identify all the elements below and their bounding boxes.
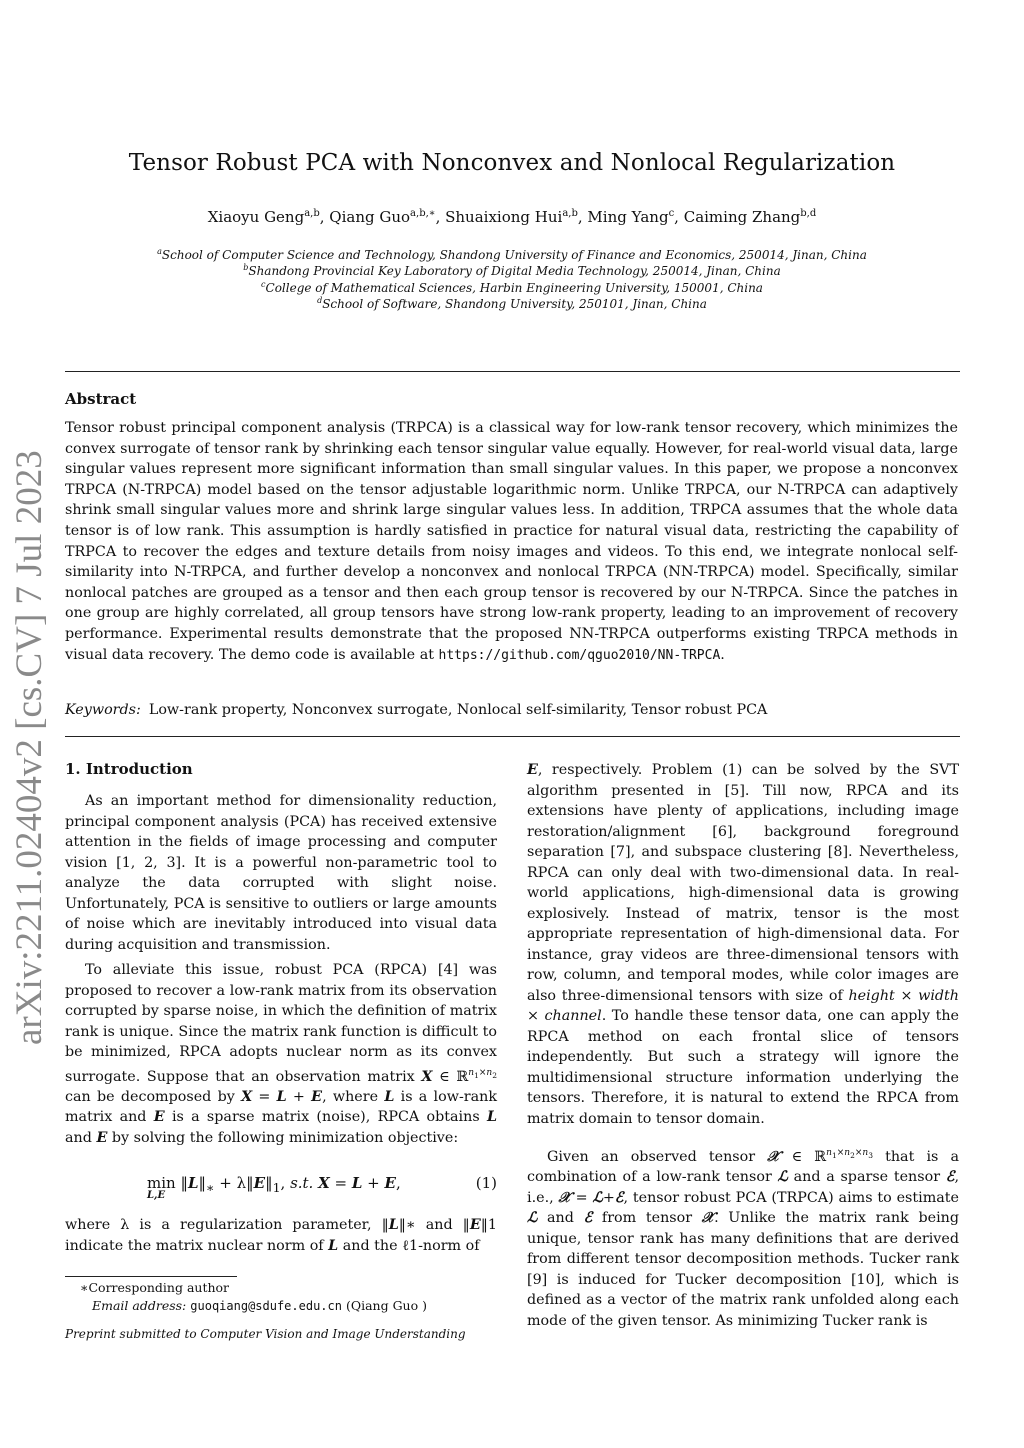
keywords: Keywords: Low-rank property, Nonconvex surrogate, Nonlocal self-similarity, Tensor robust PCA [65, 702, 768, 718]
abstract-heading: Abstract [65, 390, 137, 408]
author: Ming Yang$^c$, [587, 208, 684, 226]
footnote-corresponding: ∗Corresponding author [80, 1280, 230, 1295]
author: Shuaixiong Hui$^{a,b}$, [445, 208, 588, 226]
affiliation: $^a$School of Computer Science and Technology, Shandong University of Finance and Economics, 250014, Jinan, China [157, 247, 867, 262]
arxiv-sidebar-stamp: arXiv:2211.02404v2 [cs.CV] 7 Jul 2023 [9, 450, 50, 1045]
paragraph: E, respectively. Problem (1) can be solved by the SVT algorithm presented in [5]. Till now, RPCA and its extensions have plenty of applications, including image restoration/alignment [6], background foreground separation [7], and subspace clustering [8]. Nevertheless, RPCA can only deal with two-dimensional data. In real-world applications, high-dimensional data is growing explosively. Instead of matrix, tensor is the most appropriate representation of high-dimensional data. For instance, gray videos are three-dimensional tensors with row, column, and temporal modes, while color images are also three-dimensional tensors with size of height × width × channel. To handle these tensor data, one can apply the RPCA method on each frontal slice of tensors independently. But such a strategy will ignore the multidimensional structure information underlying the tensors. Therefore, it is natural to extend the RPCA from matrix domain to tensor domain. [527, 762, 960, 1127]
affiliation: $^b$Shandong Provincial Key Laboratory of Digital Media Technology, 250014, Jinan, China [243, 263, 781, 278]
author-list [0, 208, 1024, 226]
paragraph: where λ is a regularization parameter, ‖L‖∗ and ‖E‖1 indicate the matrix nuclear norm of L and the ℓ1-norm of [65, 1217, 497, 1254]
email-link[interactable]: guoqiang@sdufe.edu.cn [190, 1299, 342, 1313]
paper-title: Tensor Robust PCA with Nonconvex and Nonlocal Regularization [128, 150, 896, 176]
divider [65, 371, 960, 372]
abstract-text: Tensor robust principal component analysis (TRPCA) is a classical way for low-rank tensor recovery, which minimizes the convex surrogate of tensor rank by shrinking each tensor singular value equally. However, for real-world visual data, large singular values represent more significant information than small singular values. In this paper, we propose a nonconvex TRPCA (N-TRPCA) model based on the tensor adjustable logarithmic norm. Unlike TRPCA, our N-TRPCA can adaptively shrink small singular values more and shrink large singular values less. In addition, TRPCA assumes that the whole data tensor is of low rank. This assumption is hardly satisfied in practice for natural visual data, restricting the capability of TRPCA to recover the edges and texture details from noisy images and videos. To this end, we integrate nonlocal self-similarity into N-TRPCA, and further develop a nonconvex and nonlocal TRPCA (NN-TRPCA) model. Specifically, similar nonlocal patches are grouped as a tensor and then each group tensor is recovered by our N-TRPCA. Since the patches in one group are highly correlated, all group tensors have strong low-rank property, leading to an improvement of recovery performance. Experimental results demonstrate that the proposed NN-TRPCA outperforms existing TRPCA methods in visual data recovery. The demo code is available at https://github.com/qguo2010/NN-TRPCA. [65, 420, 958, 663]
left-column-end [65, 1215, 497, 1256]
affiliation: $^c$College of Mathematical Sciences, Harbin Engineering University, 150001, China [261, 280, 763, 295]
code-link[interactable]: https://github.com/qguo2010/NN-TRPCA [438, 647, 721, 663]
footnote-divider [65, 1276, 237, 1277]
author: Caiming Zhang$^{b,d}$ [683, 208, 817, 226]
preprint-note: Preprint submitted to Computer Vision and Image Understanding [65, 1327, 466, 1341]
section-heading: 1. Introduction [65, 760, 193, 778]
paragraph: To alleviate this issue, robust PCA (RPCA) [4] was proposed to recover a low-rank matrix from its observation corrupted by sparse noise, in which the definition of matrix rank is unique. Since the matrix rank function is difficult to be minimized, RPCA adopts nuclear norm as its convex surrogate. Suppose that an observation matrix X ∈ ℝ$^{n_1\times n_2}$ can be decomposed by X = L + E, where L is a low-rank matrix and E is a sparse matrix (noise), RPCA obtains L and E by solving the following minimization objective: [65, 962, 498, 1146]
paragraph: Given an observed tensor 𝒳 ∈ ℝ$^{n_1\times n_2\times n_3}$ that is a combination of a low-rank tensor ℒ and a sparse tensor ℰ, i.e., 𝒳 = ℒ+ℰ, tensor robust PCA (TRPCA) aims to estimate ℒ and ℰ from tensor 𝒳. Unlike the matrix rank being unique, tensor rank has many definitions that are derived from different tensor decomposition methods. Tucker rank [9] is induced for Tucker decomposition [10], which is defined as a vector of the matrix rank unfolded along each mode of the given tensor. As minimizing Tucker rank is [527, 1148, 960, 1329]
divider [65, 736, 960, 737]
footnote-email: Email address: guoqiang@sdufe.edu.cn (Qiang Guo ) [92, 1298, 427, 1313]
affiliation: $^d$School of Software, Shandong University, 250101, Jinan, China [317, 296, 707, 311]
left-column [65, 791, 497, 1148]
author: Xiaoyu Geng$^{a,b}$, [207, 208, 330, 226]
right-column [527, 760, 959, 1331]
author: Qiang Guo$^{a,b,∗}$, [329, 208, 446, 226]
paragraph: As an important method for dimensionality reduction, principal component analysis (PCA) has received extensive attention in the fields of image processing and computer vision [1, 2, 3]. It is a powerful non-parametric tool to analyze the data corrupted with slight noise. Unfortunately, PCA is sensitive to outliers or large amounts of noise which are inevitably introduced into visual data during acquisition and transmission. [65, 793, 497, 953]
